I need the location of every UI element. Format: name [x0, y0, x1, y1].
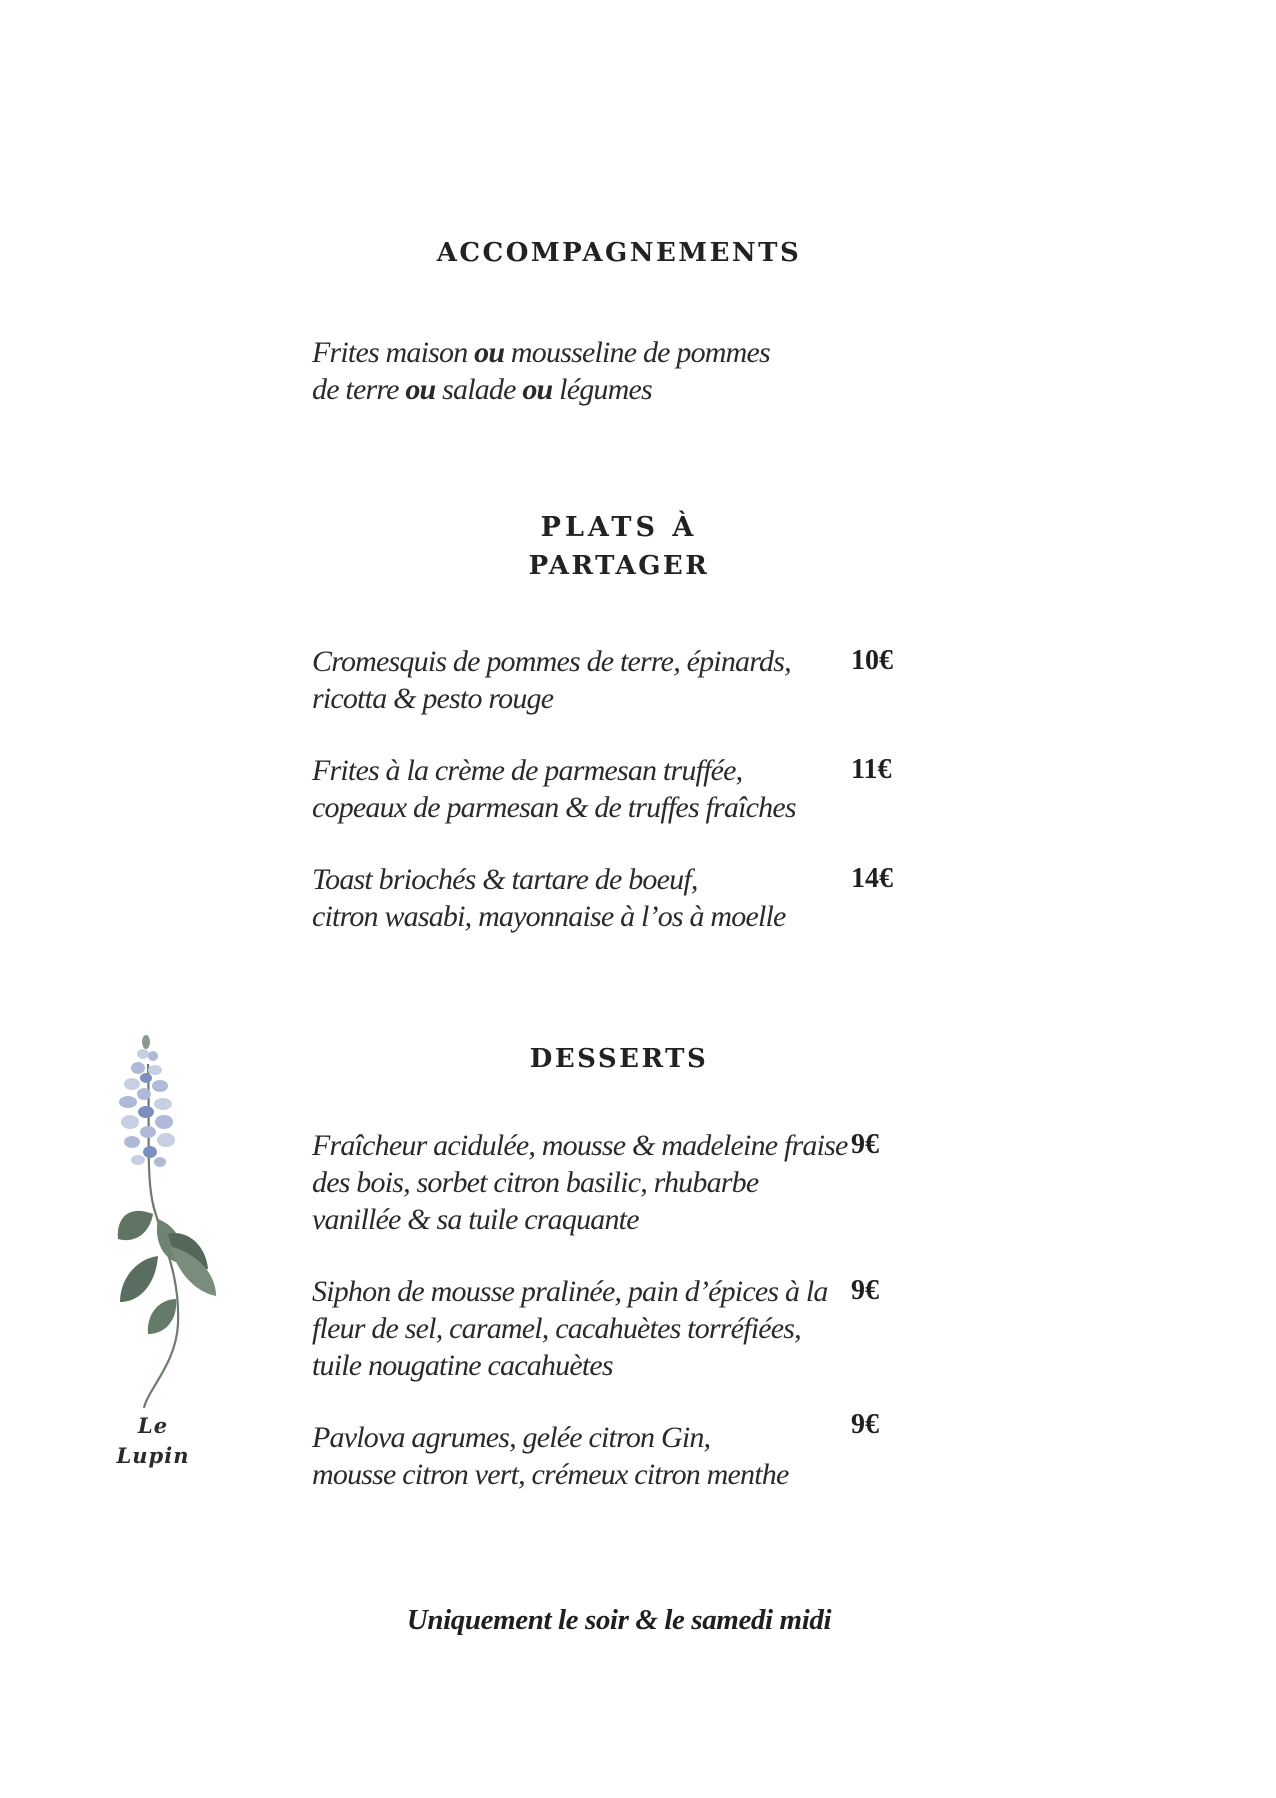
illustration-caption-line-2: Lupin — [116, 1443, 190, 1468]
menu-item-line: Cromesquis de pommes de terre, épinards, — [312, 645, 791, 678]
menu-item-line: copeaux de parmesan & de truffes fraîches — [312, 791, 796, 824]
menu-item-price: 10€ — [851, 645, 893, 676]
dessert-item-line: fleur de sel, caramel, cacahuètes torréfiées, — [312, 1312, 801, 1345]
menu-item-price: 11€ — [851, 754, 892, 785]
menu-item-description — [312, 861, 832, 935]
section-title-plats-line-1: PLATS À — [540, 512, 698, 543]
dessert-item-line: Pavlova agrumes, gelée citron Gin, — [312, 1421, 711, 1454]
dessert-item-price: 9€ — [851, 1409, 879, 1440]
menu-item-line: ricotta & pesto rouge — [312, 682, 554, 715]
illustration-caption — [108, 1411, 198, 1471]
accompagnements-line-1: Frites maison ou mousseline de pommes — [312, 336, 770, 369]
dessert-item-line: Siphon de mousse pralinée, pain d’épices à la — [312, 1275, 828, 1308]
menu-item-line: Frites à la crème de parmesan truffée, — [312, 754, 743, 787]
dessert-item-line: tuile nougatine cacahuètes — [312, 1349, 613, 1382]
menu-item-price: 14€ — [851, 863, 893, 894]
dessert-item-description — [312, 1273, 832, 1384]
menu-item-description — [312, 643, 832, 717]
section-title-desserts: DESSERTS — [529, 1044, 709, 1074]
dessert-item-description — [312, 1127, 848, 1238]
dessert-item-price: 9€ — [851, 1129, 879, 1160]
section-title-accompagnements: ACCOMPAGNEMENTS — [436, 238, 802, 268]
service-hours-note: Uniquement le soir & le samedi midi — [406, 1604, 832, 1636]
section-title-plats-line-2: PARTAGER — [528, 551, 710, 581]
illustration-caption-line-1: Le — [137, 1413, 169, 1438]
dessert-item-line: mousse citron vert, crémeux citron menthe — [312, 1458, 789, 1491]
lupin-flower-illustration — [108, 1034, 238, 1410]
dessert-item-line: des bois, sorbet citron basilic, rhubarbe — [312, 1166, 759, 1199]
menu-item-line: citron wasabi, mayonnaise à l’os à moelle — [312, 900, 786, 933]
menu-item-description — [312, 752, 832, 826]
dessert-item-price: 9€ — [851, 1275, 879, 1306]
accompagnements-description — [312, 334, 832, 408]
dessert-item-line: Fraîcheur acidulée, mousse & madeleine fraise — [312, 1129, 848, 1162]
menu-item-line: Toast briochés & tartare de boeuf, — [312, 863, 698, 896]
dessert-item-line: vanillée & sa tuile craquante — [312, 1203, 639, 1236]
dessert-item-description — [312, 1419, 832, 1493]
section-title-plats-a-partager — [0, 512, 1238, 581]
accompagnements-line-2: de terre ou salade ou légumes — [312, 373, 652, 406]
